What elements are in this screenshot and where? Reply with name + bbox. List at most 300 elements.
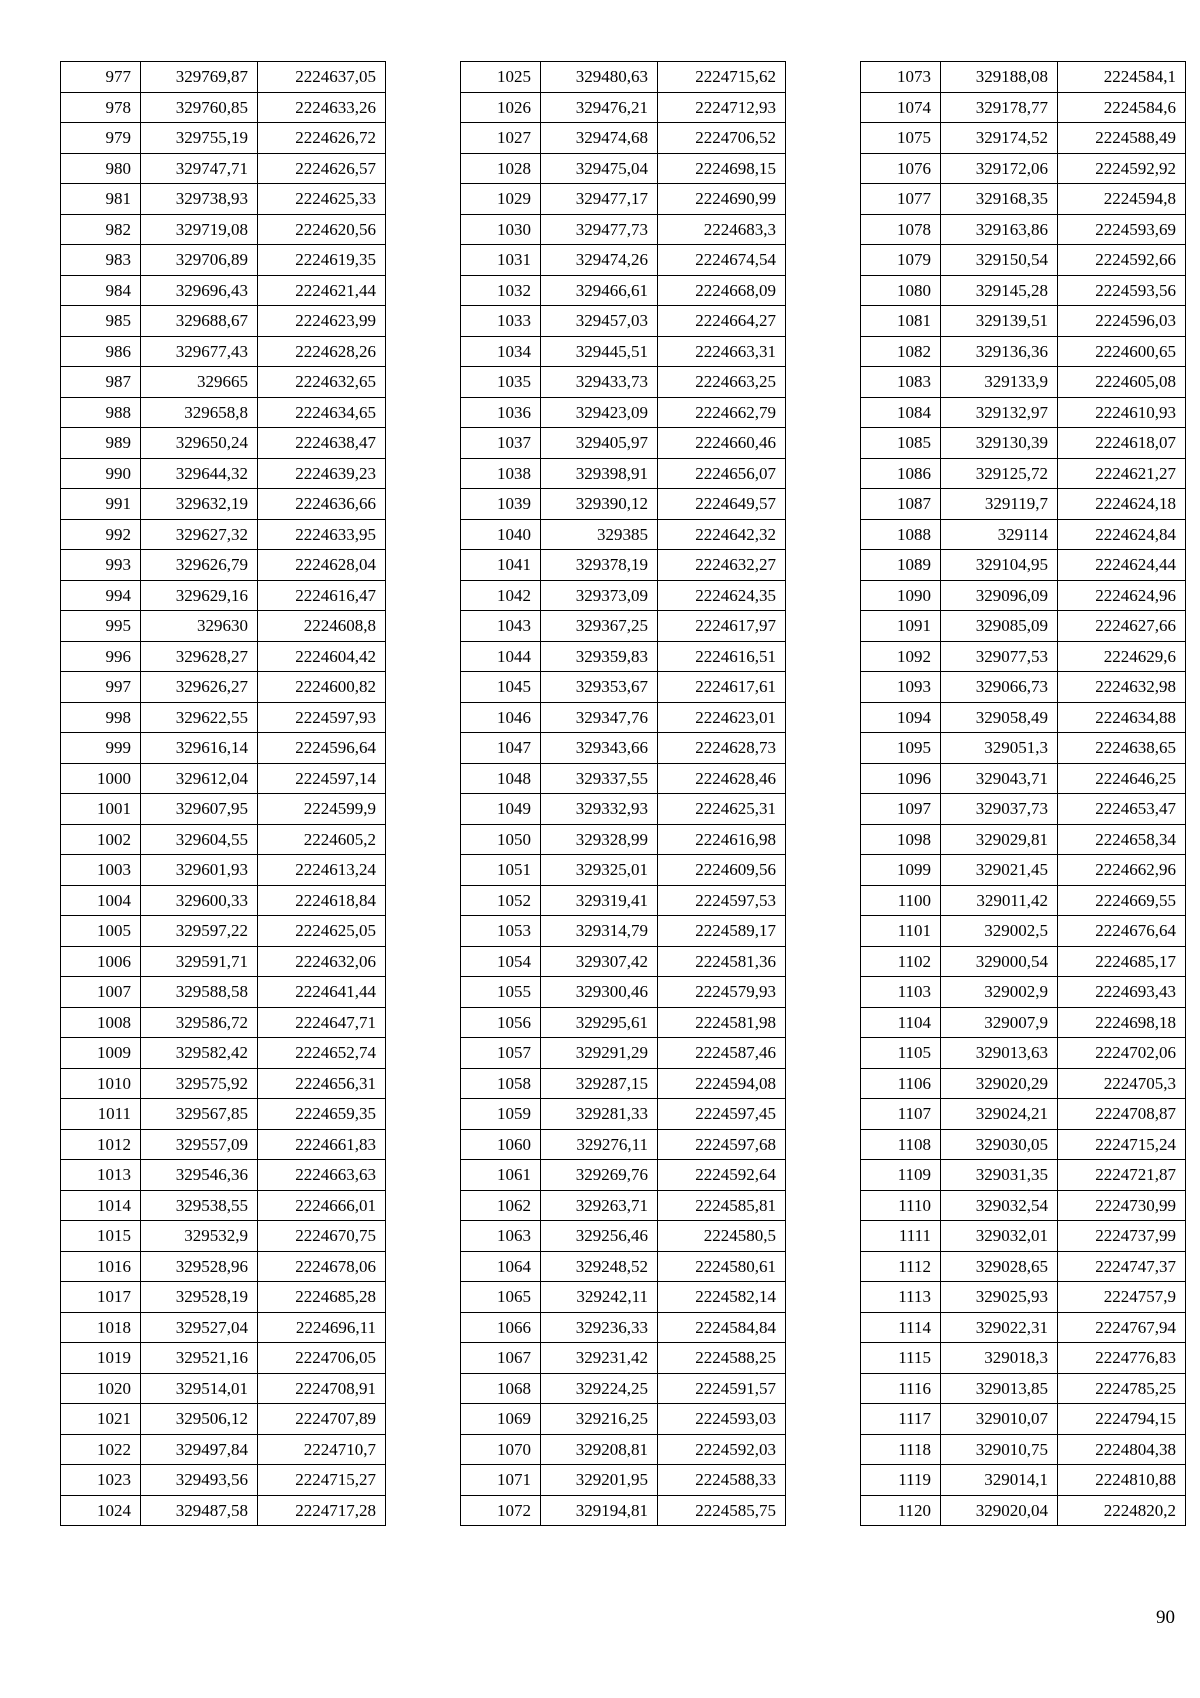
y-coordinate-cell: 2224628,46 [658, 763, 786, 794]
table-row [461, 245, 786, 276]
x-coordinate-cell: 329532,9 [141, 1221, 258, 1252]
point-number-cell: 1039 [461, 489, 541, 520]
x-coordinate-cell: 329319,41 [541, 885, 658, 916]
table-row [461, 1282, 786, 1313]
point-number-cell: 1105 [861, 1038, 941, 1069]
point-number-cell: 998 [61, 702, 141, 733]
x-coordinate-cell: 329066,73 [941, 672, 1058, 703]
x-coordinate-cell: 329405,97 [541, 428, 658, 459]
y-coordinate-cell: 2224597,53 [658, 885, 786, 916]
y-coordinate-cell: 2224702,06 [1058, 1038, 1186, 1069]
x-coordinate-cell: 329626,27 [141, 672, 258, 703]
point-number-cell: 1116 [861, 1373, 941, 1404]
y-coordinate-cell: 2224659,35 [258, 1099, 386, 1130]
point-number-cell: 1104 [861, 1007, 941, 1038]
y-coordinate-cell: 2224584,84 [658, 1312, 786, 1343]
table-row [861, 62, 1186, 93]
x-coordinate-cell: 329474,68 [541, 123, 658, 154]
y-coordinate-cell: 2224642,32 [658, 519, 786, 550]
table-row [461, 1129, 786, 1160]
y-coordinate-cell: 2224685,17 [1058, 946, 1186, 977]
point-number-cell: 1071 [461, 1465, 541, 1496]
point-number-cell: 1072 [461, 1495, 541, 1526]
table-row [861, 367, 1186, 398]
y-coordinate-cell: 2224715,62 [658, 62, 786, 93]
y-coordinate-cell: 2224627,66 [1058, 611, 1186, 642]
y-coordinate-cell: 2224632,27 [658, 550, 786, 581]
table-row [61, 702, 386, 733]
y-coordinate-cell: 2224605,08 [1058, 367, 1186, 398]
point-number-cell: 996 [61, 641, 141, 672]
y-coordinate-cell: 2224621,27 [1058, 458, 1186, 489]
x-coordinate-cell: 329477,17 [541, 184, 658, 215]
point-number-cell: 1031 [461, 245, 541, 276]
x-coordinate-cell: 329665 [141, 367, 258, 398]
point-number-cell: 1091 [861, 611, 941, 642]
y-coordinate-cell: 2224589,17 [658, 916, 786, 947]
y-coordinate-cell: 2224656,31 [258, 1068, 386, 1099]
x-coordinate-cell: 329546,36 [141, 1160, 258, 1191]
y-coordinate-cell: 2224587,46 [658, 1038, 786, 1069]
point-number-cell: 1058 [461, 1068, 541, 1099]
x-coordinate-cell: 329719,08 [141, 214, 258, 245]
point-number-cell: 1085 [861, 428, 941, 459]
point-number-cell: 988 [61, 397, 141, 428]
point-number-cell: 1112 [861, 1251, 941, 1282]
x-coordinate-cell: 329706,89 [141, 245, 258, 276]
y-coordinate-cell: 2224666,01 [258, 1190, 386, 1221]
x-coordinate-cell: 329150,54 [941, 245, 1058, 276]
y-coordinate-cell: 2224597,68 [658, 1129, 786, 1160]
point-number-cell: 1073 [861, 62, 941, 93]
point-number-cell: 1113 [861, 1282, 941, 1313]
point-number-cell: 1019 [61, 1343, 141, 1374]
y-coordinate-cell: 2224613,24 [258, 855, 386, 886]
table-row [61, 1434, 386, 1465]
x-coordinate-cell: 329343,66 [541, 733, 658, 764]
point-number-cell: 1023 [61, 1465, 141, 1496]
x-coordinate-cell: 329281,33 [541, 1099, 658, 1130]
y-coordinate-cell: 2224730,99 [1058, 1190, 1186, 1221]
point-number-cell: 1060 [461, 1129, 541, 1160]
x-coordinate-cell: 329616,14 [141, 733, 258, 764]
table-row [461, 1404, 786, 1435]
table-row [861, 1343, 1186, 1374]
y-coordinate-cell: 2224653,47 [1058, 794, 1186, 825]
table-row [461, 489, 786, 520]
x-coordinate-cell: 329607,95 [141, 794, 258, 825]
y-coordinate-cell: 2224656,07 [658, 458, 786, 489]
point-number-cell: 1084 [861, 397, 941, 428]
y-coordinate-cell: 2224708,91 [258, 1373, 386, 1404]
y-coordinate-cell: 2224628,73 [658, 733, 786, 764]
table-row [861, 214, 1186, 245]
table-row [461, 1434, 786, 1465]
y-coordinate-cell: 2224597,14 [258, 763, 386, 794]
table-row [861, 1038, 1186, 1069]
y-coordinate-cell: 2224698,15 [658, 153, 786, 184]
x-coordinate-cell: 329632,19 [141, 489, 258, 520]
point-number-cell: 1048 [461, 763, 541, 794]
table-row [461, 397, 786, 428]
y-coordinate-cell: 2224580,61 [658, 1251, 786, 1282]
x-coordinate-cell: 329760,85 [141, 92, 258, 123]
y-coordinate-cell: 2224588,25 [658, 1343, 786, 1374]
x-coordinate-cell: 329497,84 [141, 1434, 258, 1465]
y-coordinate-cell: 2224617,61 [658, 672, 786, 703]
point-number-cell: 991 [61, 489, 141, 520]
x-coordinate-cell: 329145,28 [941, 275, 1058, 306]
y-coordinate-cell: 2224617,97 [658, 611, 786, 642]
x-coordinate-cell: 329373,09 [541, 580, 658, 611]
y-coordinate-cell: 2224623,99 [258, 306, 386, 337]
point-number-cell: 1077 [861, 184, 941, 215]
table-row [61, 1282, 386, 1313]
point-number-cell: 1064 [461, 1251, 541, 1282]
y-coordinate-cell: 2224633,95 [258, 519, 386, 550]
y-coordinate-cell: 2224596,64 [258, 733, 386, 764]
x-coordinate-cell: 329588,58 [141, 977, 258, 1008]
x-coordinate-cell: 329002,9 [941, 977, 1058, 1008]
table-row [61, 275, 386, 306]
x-coordinate-cell: 329114 [941, 519, 1058, 550]
point-number-cell: 983 [61, 245, 141, 276]
table-row [861, 1373, 1186, 1404]
point-number-cell: 1036 [461, 397, 541, 428]
y-coordinate-cell: 2224794,15 [1058, 1404, 1186, 1435]
point-number-cell: 1114 [861, 1312, 941, 1343]
point-number-cell: 1089 [861, 550, 941, 581]
table-row [61, 733, 386, 764]
table-row [861, 672, 1186, 703]
point-number-cell: 1001 [61, 794, 141, 825]
point-number-cell: 1038 [461, 458, 541, 489]
x-coordinate-cell: 329032,54 [941, 1190, 1058, 1221]
table-row [61, 336, 386, 367]
table-row [61, 153, 386, 184]
y-coordinate-cell: 2224581,98 [658, 1007, 786, 1038]
table-row [461, 214, 786, 245]
x-coordinate-cell: 329528,19 [141, 1282, 258, 1313]
y-coordinate-cell: 2224658,34 [1058, 824, 1186, 855]
point-number-cell: 1052 [461, 885, 541, 916]
point-number-cell: 1110 [861, 1190, 941, 1221]
point-number-cell: 1082 [861, 336, 941, 367]
point-number-cell: 1120 [861, 1495, 941, 1526]
point-number-cell: 1069 [461, 1404, 541, 1435]
y-coordinate-cell: 2224599,9 [258, 794, 386, 825]
table-row [461, 1160, 786, 1191]
y-coordinate-cell: 2224715,27 [258, 1465, 386, 1496]
x-coordinate-cell: 329051,3 [941, 733, 1058, 764]
table-row [861, 977, 1186, 1008]
table-row [461, 733, 786, 764]
x-coordinate-cell: 329000,54 [941, 946, 1058, 977]
point-number-cell: 1020 [61, 1373, 141, 1404]
table-row [861, 336, 1186, 367]
y-coordinate-cell: 2224663,31 [658, 336, 786, 367]
point-number-cell: 1057 [461, 1038, 541, 1069]
y-coordinate-cell: 2224721,87 [1058, 1160, 1186, 1191]
table-row [61, 1404, 386, 1435]
x-coordinate-cell: 329332,93 [541, 794, 658, 825]
point-number-cell: 1080 [861, 275, 941, 306]
point-number-cell: 986 [61, 336, 141, 367]
point-number-cell: 990 [61, 458, 141, 489]
x-coordinate-cell: 329575,92 [141, 1068, 258, 1099]
table-row [461, 855, 786, 886]
y-coordinate-cell: 2224620,56 [258, 214, 386, 245]
y-coordinate-cell: 2224594,08 [658, 1068, 786, 1099]
point-number-cell: 1065 [461, 1282, 541, 1313]
table-row [61, 1465, 386, 1496]
y-coordinate-cell: 2224624,44 [1058, 550, 1186, 581]
point-number-cell: 1066 [461, 1312, 541, 1343]
y-coordinate-cell: 2224592,66 [1058, 245, 1186, 276]
x-coordinate-cell: 329755,19 [141, 123, 258, 154]
y-coordinate-cell: 2224600,82 [258, 672, 386, 703]
x-coordinate-cell: 329493,56 [141, 1465, 258, 1496]
x-coordinate-cell: 329136,36 [941, 336, 1058, 367]
x-coordinate-cell: 329236,33 [541, 1312, 658, 1343]
table-row [61, 1373, 386, 1404]
coordinates-table-2 [460, 61, 786, 1526]
y-coordinate-cell: 2224624,96 [1058, 580, 1186, 611]
y-coordinate-cell: 2224636,66 [258, 489, 386, 520]
x-coordinate-cell: 329367,25 [541, 611, 658, 642]
x-coordinate-cell: 329514,01 [141, 1373, 258, 1404]
table-row [861, 916, 1186, 947]
x-coordinate-cell: 329457,03 [541, 306, 658, 337]
table-row [861, 702, 1186, 733]
point-number-cell: 1108 [861, 1129, 941, 1160]
y-coordinate-cell: 2224596,03 [1058, 306, 1186, 337]
x-coordinate-cell: 329224,25 [541, 1373, 658, 1404]
table-row [61, 977, 386, 1008]
table-row [461, 1068, 786, 1099]
y-coordinate-cell: 2224757,9 [1058, 1282, 1186, 1313]
x-coordinate-cell: 329242,11 [541, 1282, 658, 1313]
x-coordinate-cell: 329256,46 [541, 1221, 658, 1252]
point-number-cell: 1022 [61, 1434, 141, 1465]
y-coordinate-cell: 2224683,3 [658, 214, 786, 245]
y-coordinate-cell: 2224638,65 [1058, 733, 1186, 764]
table-row [861, 885, 1186, 916]
y-coordinate-cell: 2224604,42 [258, 641, 386, 672]
y-coordinate-cell: 2224668,09 [658, 275, 786, 306]
x-coordinate-cell: 329747,71 [141, 153, 258, 184]
point-number-cell: 1087 [861, 489, 941, 520]
y-coordinate-cell: 2224690,99 [658, 184, 786, 215]
x-coordinate-cell: 329385 [541, 519, 658, 550]
point-number-cell: 1035 [461, 367, 541, 398]
point-number-cell: 997 [61, 672, 141, 703]
table-row [461, 794, 786, 825]
point-number-cell: 989 [61, 428, 141, 459]
point-number-cell: 1056 [461, 1007, 541, 1038]
point-number-cell: 1062 [461, 1190, 541, 1221]
table-row [61, 184, 386, 215]
x-coordinate-cell: 329020,04 [941, 1495, 1058, 1526]
y-coordinate-cell: 2224618,07 [1058, 428, 1186, 459]
table-row [461, 306, 786, 337]
x-coordinate-cell: 329475,04 [541, 153, 658, 184]
x-coordinate-cell: 329163,86 [941, 214, 1058, 245]
point-number-cell: 1008 [61, 1007, 141, 1038]
x-coordinate-cell: 329020,29 [941, 1068, 1058, 1099]
table-row [61, 458, 386, 489]
point-number-cell: 995 [61, 611, 141, 642]
point-number-cell: 1094 [861, 702, 941, 733]
point-number-cell: 1109 [861, 1160, 941, 1191]
table-row [461, 824, 786, 855]
table-row [461, 672, 786, 703]
x-coordinate-cell: 329028,65 [941, 1251, 1058, 1282]
x-coordinate-cell: 329626,79 [141, 550, 258, 581]
table-row [61, 763, 386, 794]
x-coordinate-cell: 329010,75 [941, 1434, 1058, 1465]
x-coordinate-cell: 329582,42 [141, 1038, 258, 1069]
coordinates-table-body [861, 62, 1186, 1526]
y-coordinate-cell: 2224632,98 [1058, 672, 1186, 703]
table-row [61, 367, 386, 398]
table-row [461, 1312, 786, 1343]
table-row [61, 92, 386, 123]
coordinates-table-3 [860, 61, 1186, 1526]
point-number-cell: 1044 [461, 641, 541, 672]
point-number-cell: 1093 [861, 672, 941, 703]
y-coordinate-cell: 2224624,35 [658, 580, 786, 611]
x-coordinate-cell: 329291,29 [541, 1038, 658, 1069]
point-number-cell: 1046 [461, 702, 541, 733]
point-number-cell: 1106 [861, 1068, 941, 1099]
y-coordinate-cell: 2224678,06 [258, 1251, 386, 1282]
x-coordinate-cell: 329130,39 [941, 428, 1058, 459]
point-number-cell: 1012 [61, 1129, 141, 1160]
point-number-cell: 1079 [861, 245, 941, 276]
point-number-cell: 1018 [61, 1312, 141, 1343]
table-row [61, 1068, 386, 1099]
x-coordinate-cell: 329024,21 [941, 1099, 1058, 1130]
y-coordinate-cell: 2224715,24 [1058, 1129, 1186, 1160]
point-number-cell: 1004 [61, 885, 141, 916]
x-coordinate-cell: 329269,76 [541, 1160, 658, 1191]
point-number-cell: 1061 [461, 1160, 541, 1191]
x-coordinate-cell: 329029,81 [941, 824, 1058, 855]
x-coordinate-cell: 329604,55 [141, 824, 258, 855]
x-coordinate-cell: 329325,01 [541, 855, 658, 886]
x-coordinate-cell: 329208,81 [541, 1434, 658, 1465]
point-number-cell: 1045 [461, 672, 541, 703]
y-coordinate-cell: 2224616,98 [658, 824, 786, 855]
y-coordinate-cell: 2224592,92 [1058, 153, 1186, 184]
table-row [861, 1404, 1186, 1435]
x-coordinate-cell: 329085,09 [941, 611, 1058, 642]
table-row [461, 275, 786, 306]
table-row [461, 123, 786, 154]
point-number-cell: 1117 [861, 1404, 941, 1435]
y-coordinate-cell: 2224585,81 [658, 1190, 786, 1221]
x-coordinate-cell: 329077,53 [941, 641, 1058, 672]
table-row [61, 1129, 386, 1160]
x-coordinate-cell: 329248,52 [541, 1251, 658, 1282]
table-row [461, 153, 786, 184]
point-number-cell: 1010 [61, 1068, 141, 1099]
point-number-cell: 1100 [861, 885, 941, 916]
table-row [61, 580, 386, 611]
point-number-cell: 1083 [861, 367, 941, 398]
table-row [861, 733, 1186, 764]
table-row [61, 1007, 386, 1038]
x-coordinate-cell: 329487,58 [141, 1495, 258, 1526]
point-number-cell: 1014 [61, 1190, 141, 1221]
point-number-cell: 1103 [861, 977, 941, 1008]
table-row [61, 1312, 386, 1343]
point-number-cell: 1102 [861, 946, 941, 977]
point-number-cell: 1009 [61, 1038, 141, 1069]
x-coordinate-cell: 329096,09 [941, 580, 1058, 611]
table-row [861, 1190, 1186, 1221]
point-number-cell: 1050 [461, 824, 541, 855]
point-number-cell: 1003 [61, 855, 141, 886]
table-row [461, 62, 786, 93]
table-row [461, 1251, 786, 1282]
table-row [61, 397, 386, 428]
y-coordinate-cell: 2224637,05 [258, 62, 386, 93]
x-coordinate-cell: 329276,11 [541, 1129, 658, 1160]
y-coordinate-cell: 2224608,8 [258, 611, 386, 642]
y-coordinate-cell: 2224676,64 [1058, 916, 1186, 947]
y-coordinate-cell: 2224767,94 [1058, 1312, 1186, 1343]
x-coordinate-cell: 329538,55 [141, 1190, 258, 1221]
point-number-cell: 1028 [461, 153, 541, 184]
point-number-cell: 992 [61, 519, 141, 550]
table-row [861, 275, 1186, 306]
table-row [461, 519, 786, 550]
x-coordinate-cell: 329132,97 [941, 397, 1058, 428]
x-coordinate-cell: 329677,43 [141, 336, 258, 367]
x-coordinate-cell: 329194,81 [541, 1495, 658, 1526]
point-number-cell: 1063 [461, 1221, 541, 1252]
point-number-cell: 1054 [461, 946, 541, 977]
x-coordinate-cell: 329011,42 [941, 885, 1058, 916]
table-row [861, 1251, 1186, 1282]
point-number-cell: 1040 [461, 519, 541, 550]
y-coordinate-cell: 2224616,51 [658, 641, 786, 672]
x-coordinate-cell: 329043,71 [941, 763, 1058, 794]
point-number-cell: 1027 [461, 123, 541, 154]
table-row [61, 916, 386, 947]
table-row [61, 641, 386, 672]
y-coordinate-cell: 2224641,44 [258, 977, 386, 1008]
table-row [461, 1038, 786, 1069]
y-coordinate-cell: 2224629,6 [1058, 641, 1186, 672]
point-number-cell: 1007 [61, 977, 141, 1008]
table-row [861, 306, 1186, 337]
x-coordinate-cell: 329025,93 [941, 1282, 1058, 1313]
point-number-cell: 1006 [61, 946, 141, 977]
x-coordinate-cell: 329010,07 [941, 1404, 1058, 1435]
table-row [861, 1495, 1186, 1526]
x-coordinate-cell: 329021,45 [941, 855, 1058, 886]
table-row [61, 611, 386, 642]
y-coordinate-cell: 2224632,06 [258, 946, 386, 977]
point-number-cell: 1002 [61, 824, 141, 855]
table-row [861, 397, 1186, 428]
point-number-cell: 1015 [61, 1221, 141, 1252]
table-row [461, 336, 786, 367]
y-coordinate-cell: 2224685,28 [258, 1282, 386, 1313]
